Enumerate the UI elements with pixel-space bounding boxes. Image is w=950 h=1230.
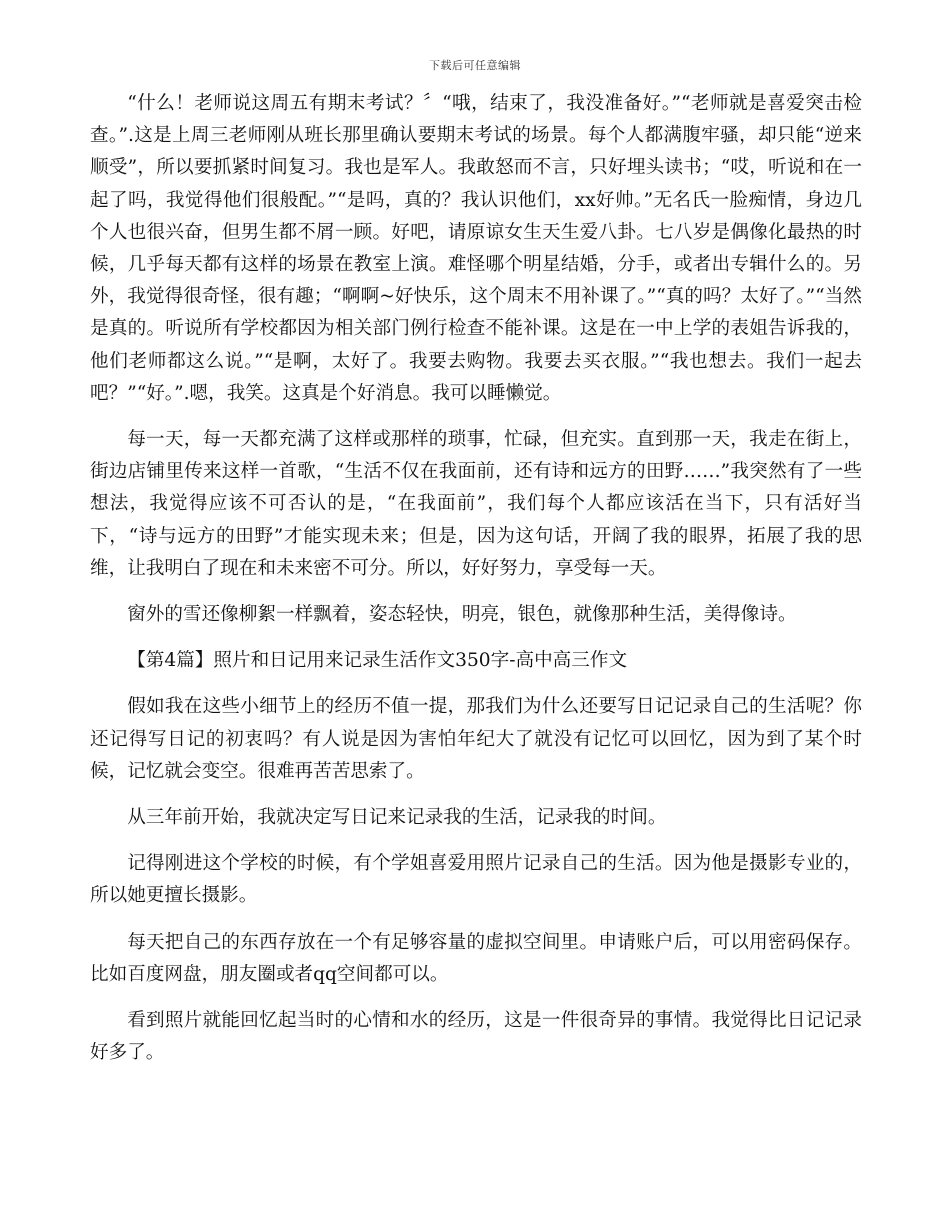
paragraph-three-years: 从三年前开始，我就决定写日记来记录我的生活，记录我的时间。 (127, 807, 667, 829)
paragraph-exam-gossip: “什么！老师说这周五有期末考试？〞“哦，结束了，我没准备好。”“老师就是喜爱突击检查。”.这是上周三老师刚从班长那里确认要期末考试的场景。每个人都满腹牢骚，却只能“逆来顺受”，所以要抓紧时间复习。我也是军人。我敢怒而不言，只好埋头读书；“哎，听说和在一起了吗，我觉得他们很般配。”“是吗，真的？我认识他们，xx好帅。”无名氏一脸痴情，身边几个人也很兴奋，但男生都不屑一顾。好吧，请原谅女生天生爱八卦。七八岁是偶像化最热的时候，几乎每天都有这样的场景在教室上演。难怪哪个明星结婚，分手，或者出专辑什么的。另外，我觉得很奇怪，很有趣；“啊啊~好快乐，这个周末不用补课了。”“真的吗？太好了。”“当然是真的。听说所有学校都因为相关部门例行检查不能补课。这是在一中上学的表姐告诉我的，他们老师都这么说。”“是啊，太好了。我要去购物。我要去买衣服。”“我也想去。我们一起去吧？”“好。”.嗯，我笑。这真是个好消息。我可以睡懒觉。 (90, 93, 862, 404)
paragraph-virtual-space: 每天把自己的东西存放在一个有足够容量的虚拟空间里。申请账户后，可以用密码保存。比如百度网盘，朋友圈或者qq空间都可以。 (90, 931, 862, 985)
paragraph-photo-memories: 看到照片就能回忆起当时的心情和水的经历，这是一件很奇异的事情。我觉得比日记记录好多了。 (90, 1010, 862, 1064)
paragraph-snow: 窗外的雪还像柳絮一样飘着，姿态轻快，明亮，银色，就像那种生活，美得像诗。 (127, 604, 797, 626)
paragraph-every-day: 每一天，每一天都充满了这样或那样的琐事，忙碌，但充实。直到那一天，我走在街上，街边店铺里传来这样一首歌，“生活不仅在我面前，还有诗和远方的田野……”我突然有了一些想法，我觉得应该不可否认的是，“在我面前”，我们每个人都应该活在当下，只有活好当下，“诗与远方的田野”才能实现未来；但是，因为这句话，开阔了我的眼界，拓展了我的思维，让我明白了现在和未来密不可分。所以，好好努力，享受每一天。 (90, 429, 862, 579)
paragraph-why-diary: 假如我在这些小细节上的经历不值一提，那我们为什么还要写日记记录自己的生活呢？你还记得写日记的初衷吗？有人说是因为害怕年纪大了就没有记忆可以回忆，因为到了某个时候，记忆就会变空。很难再苦苦思索了。 (90, 696, 862, 782)
paragraph-senior-photos: 记得刚进这个学校的时候，有个学姐喜爱用照片记录自己的生活。因为他是摄影专业的，所以她更擅长摄影。 (90, 853, 862, 907)
section-heading: 【第4篇】照片和日记用来记录生活作文350字-高中高三作文 (127, 650, 628, 672)
page-header-note: 下载后可任意编辑 (429, 59, 521, 72)
article-body (90, 88, 862, 1069)
